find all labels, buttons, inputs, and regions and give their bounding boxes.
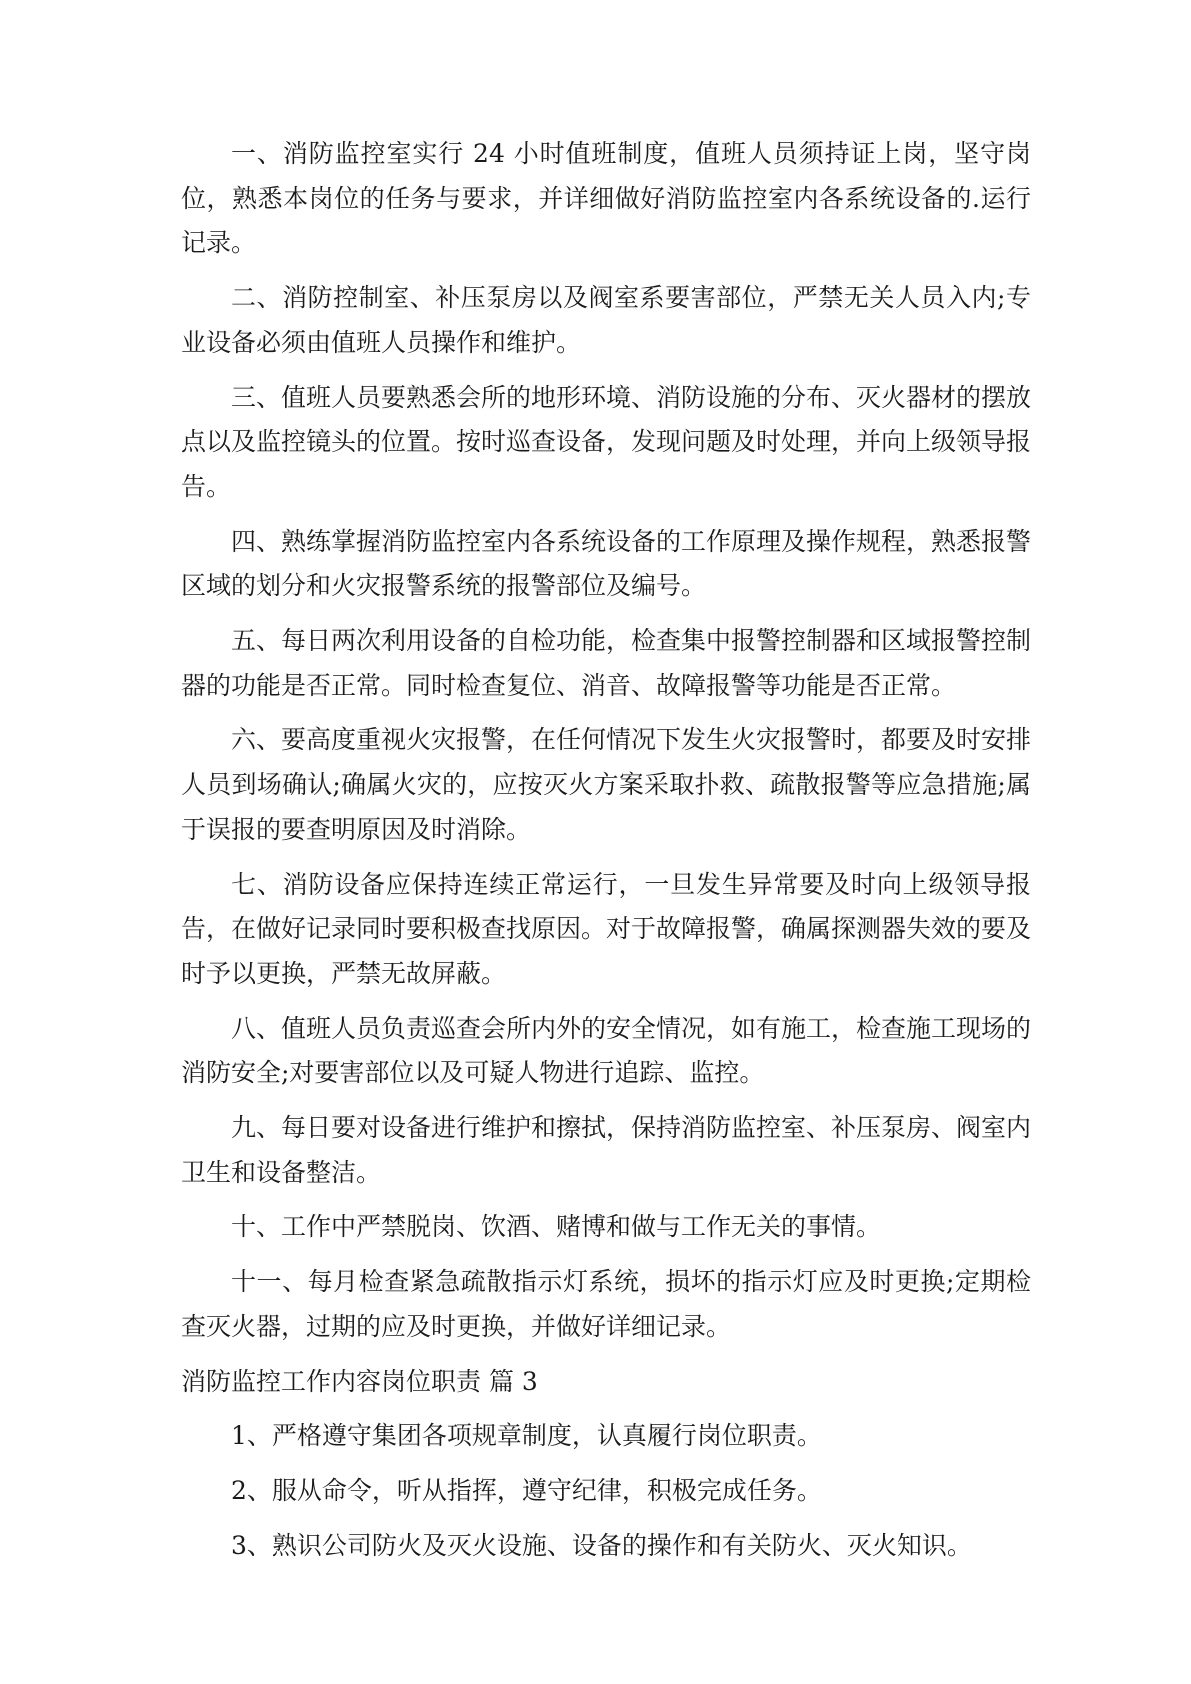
- paragraph-8: 八、值班人员负责巡查会所内外的安全情况，如有施工，检查施工现场的消防安全;对要害部位以及可疑人物进行追踪、监控。: [181, 1013, 1032, 1088]
- paragraph-6: 六、要高度重视火灾报警，在任何情况下发生火灾报警时，都要及时安排人员到场确认;确属火灾的，应按灭火方案采取扑救、疏散报警等应急措施;属于误报的要查明原因及时消除。: [181, 725, 1032, 844]
- paragraph-2: 二、消防控制室、补压泵房以及阀室系要害部位，严禁无关人员入内;专业设备必须由值班人员操作和维护。: [181, 283, 1031, 357]
- list-item: 1、严格遵守集团各项规章制度，认真履行岗位职责。: [231, 1421, 822, 1451]
- paragraph-3: 三、值班人员要熟悉会所的地形环境、消防设施的分布、灭火器材的摆放点以及监控镜头的位置。按时巡查设备，发现问题及时处理，并向上级领导报告。: [181, 382, 1032, 501]
- document-page: [181, 132, 1031, 1578]
- paragraph-10: 十、工作中严禁脱岗、饮酒、赌博和做与工作无关的事情。: [231, 1212, 882, 1242]
- paragraph-4: 四、熟练掌握消防监控室内各系统设备的工作原理及操作规程，熟悉报警区域的划分和火灾报警系统的报警部位及编号。: [181, 526, 1032, 601]
- paragraph-11: 十一、每月检查紧急疏散指示灯系统，损坏的指示灯应及时更换;定期检查灭火器，过期的应及时更换，并做好详细记录。: [181, 1267, 1031, 1341]
- paragraph-9: 九、每日要对设备进行维护和擦拭，保持消防监控室、补压泵房、阀室内卫生和设备整洁。: [181, 1113, 1032, 1187]
- paragraph-5: 五、每日两次利用设备的自检功能，检查集中报警控制器和区域报警控制器的功能是否正常。同时检查复位、消音、故障报警等功能是否正常。: [181, 626, 1032, 700]
- section-heading: 消防监控工作内容岗位职责 篇 3: [181, 1366, 538, 1396]
- list-item: 3、熟识公司防火及灭火设施、设备的操作和有关防火、灭火知识。: [231, 1530, 972, 1560]
- list-item: 2、服从命令，听从指挥，遵守纪律，积极完成任务。: [231, 1475, 822, 1505]
- paragraph-1: 一、消防监控室实行 24 小时值班制度，值班人员须持证上岗，坚守岗位，熟悉本岗位的任务与要求，并详细做好消防监控室内各系统设备的.运行记录。: [181, 139, 1031, 258]
- paragraph-7: 七、消防设备应保持连续正常运行，一旦发生异常要及时向上级领导报告，在做好记录同时要积极查找原因。对于故障报警，确属探测器失效的要及时予以更换，严禁无故屏蔽。: [181, 869, 1032, 988]
